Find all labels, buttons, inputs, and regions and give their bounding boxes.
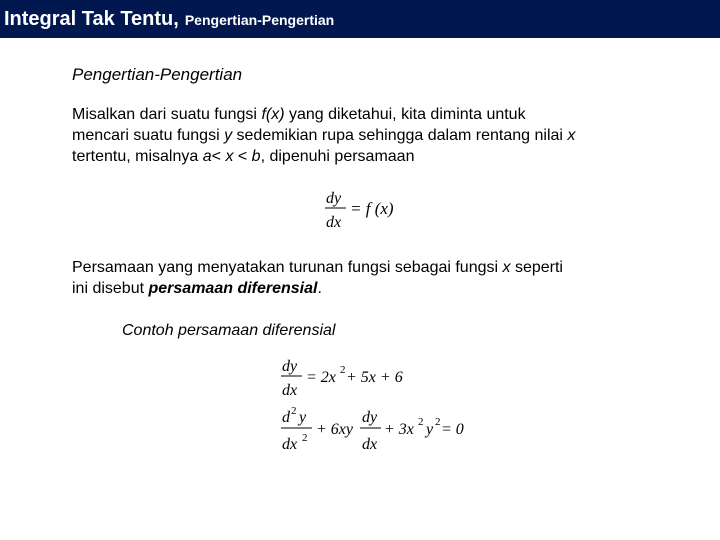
eq3-num1-y: y	[299, 409, 307, 426]
equation-second-order	[278, 404, 488, 456]
eq3-num1-exp: 2	[291, 405, 297, 417]
text-run: sedemikian rupa sehingga dalam rentang nilai	[232, 127, 568, 144]
eq3-rhs-c: = 0	[441, 421, 464, 438]
eq3-num1-d: d	[282, 409, 290, 426]
eq2-exponent: 2	[340, 364, 346, 376]
equation-first-order	[278, 354, 428, 400]
eq2-denominator: dx	[282, 382, 298, 399]
eq1-rhs: = f (x)	[350, 199, 394, 218]
eq3-mid: + 6xy	[316, 421, 353, 438]
math-x: x	[567, 127, 576, 144]
intro-line-2	[72, 125, 672, 146]
eq3-rhs-a: + 3x	[384, 421, 414, 438]
text-run: , dipenuhi persamaan	[260, 148, 415, 165]
example-label: Contoh persamaan diferensial	[122, 322, 336, 339]
math-a: a	[202, 148, 212, 165]
eq3-num2: dy	[362, 409, 378, 426]
equation-dy-dx-fx	[322, 186, 412, 234]
eq1-numerator: dy	[326, 190, 342, 207]
definition-line-1	[72, 257, 672, 278]
text-run: Persamaan yang menyatakan turunan fungsi sebagai fungsi	[72, 259, 503, 276]
text-run: seperti	[510, 259, 563, 276]
text-run: ini disebut	[72, 280, 149, 297]
eq3-exp-b: 2	[435, 416, 441, 428]
eq2-rhs-b: + 5x + 6	[346, 369, 403, 386]
eq1-denominator: dx	[326, 214, 342, 231]
page-title: Integral Tak Tentu,	[4, 7, 179, 30]
definition-line-2	[72, 278, 672, 299]
text-run: <	[233, 148, 252, 165]
eq3-den2: dx	[362, 436, 378, 453]
math-x: x	[502, 259, 511, 276]
eq3-rhs-b: y	[426, 421, 434, 438]
section-heading: Pengertian-Pengertian	[72, 65, 243, 84]
eq3-den1: dx	[282, 436, 298, 453]
title-bar	[0, 0, 720, 38]
math-fx: f(x)	[261, 106, 285, 123]
text-run: tertentu, misalnya	[72, 148, 203, 165]
definition-paragraph	[72, 257, 672, 299]
intro-line-3	[72, 146, 672, 167]
text-run: mencari suatu fungsi	[72, 127, 225, 144]
intro-paragraph	[72, 104, 672, 167]
eq2-numerator: dy	[282, 358, 298, 375]
eq3-den1-exp: 2	[302, 432, 308, 444]
text-run: yang diketahui, kita diminta untuk	[284, 106, 526, 123]
text-run: .	[317, 280, 322, 297]
math-x: x	[225, 148, 234, 165]
text-run: Misalkan dari suatu fungsi	[72, 106, 262, 123]
eq2-rhs-a: = 2x	[306, 369, 336, 386]
math-y: y	[224, 127, 233, 144]
eq3-exp-a: 2	[418, 416, 424, 428]
page-subtitle: Pengertian-Pengertian	[184, 12, 335, 28]
math-b: b	[251, 148, 261, 165]
intro-line-1	[72, 104, 672, 125]
term-persamaan-diferensial: persamaan diferensial	[148, 280, 318, 297]
text-run: <	[211, 148, 226, 165]
